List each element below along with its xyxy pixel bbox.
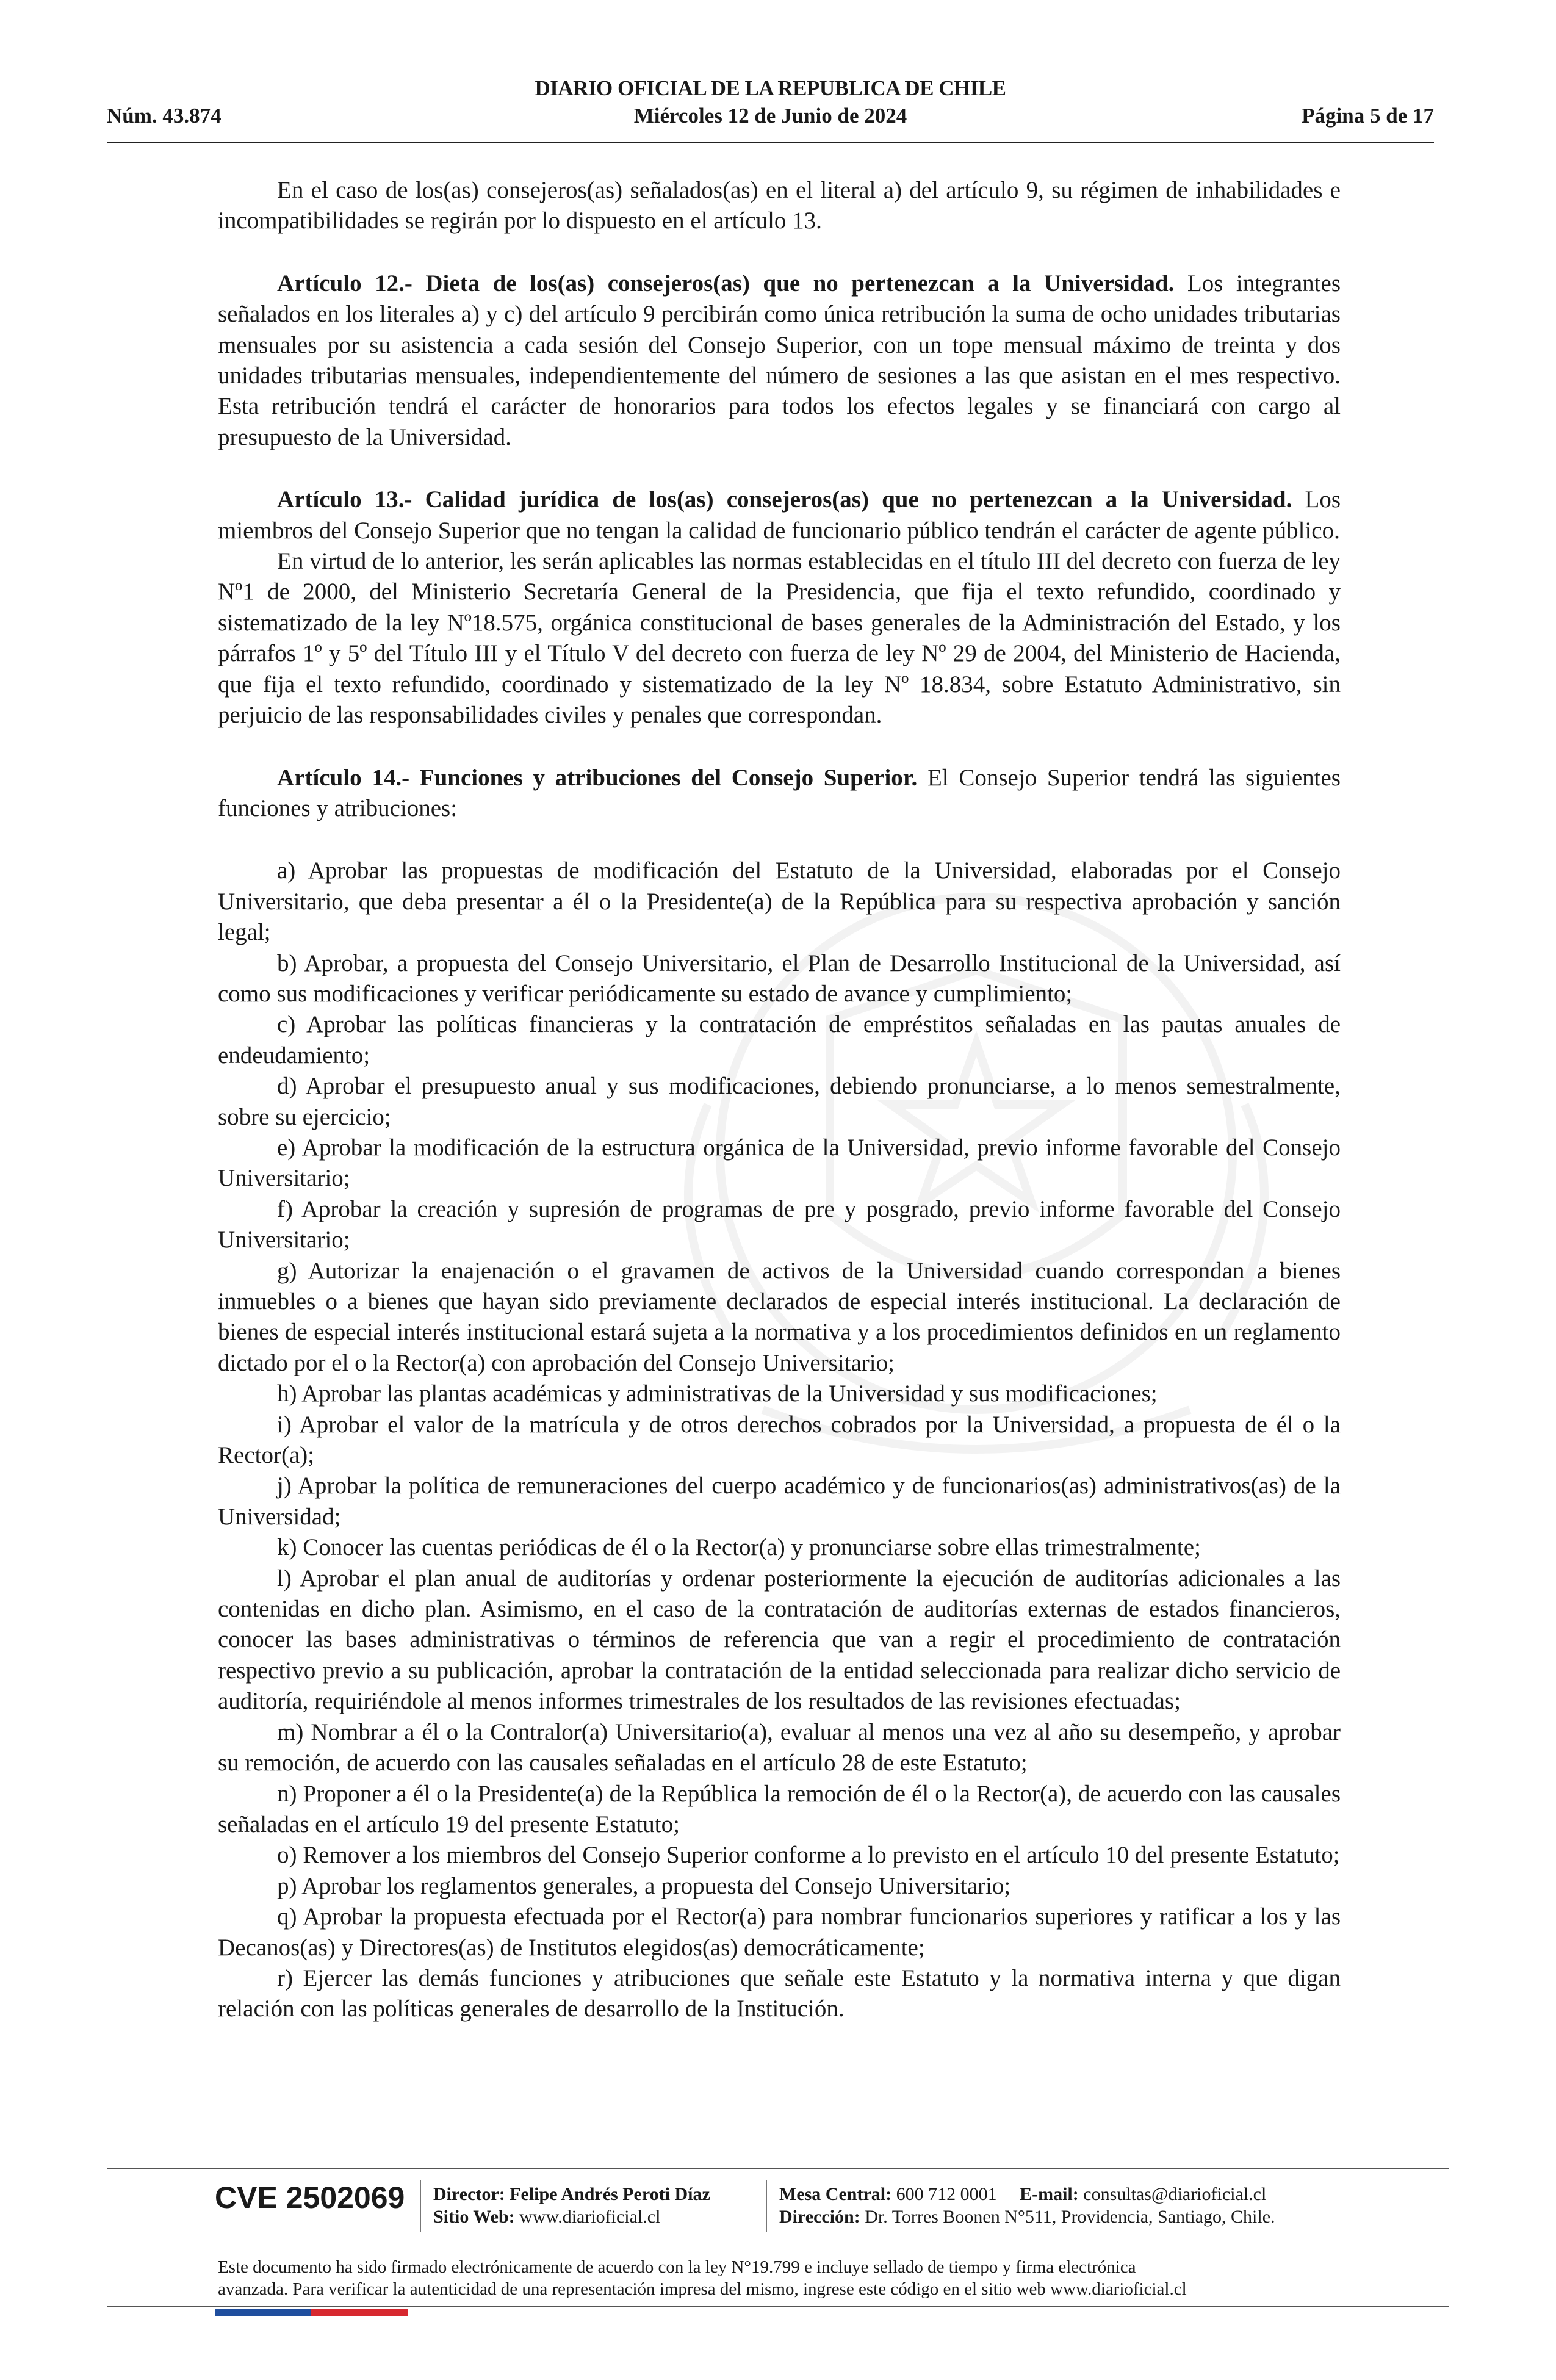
director-label: Director: (433, 2184, 505, 2204)
disclaimer-line-1: Este documento ha sido firmado electrónicamente de acuerdo con la ley N°19.799 e incluye sellado de tiempo y firma electrónica (218, 2257, 1136, 2277)
flag-bar-blue (215, 2309, 311, 2316)
phone-value: 600 712 0001 (896, 2184, 997, 2204)
disclaimer-line-2: avanzada. Para verificar la autenticidad de una representación impresa del mismo, ingrese este código en el sitio web www.diarioficial.cl (218, 2279, 1187, 2299)
list-item-e: e) Aprobar la modificación de la estructura orgánica de la Universidad, previo informe favorable del Consejo Universitario; (218, 1134, 1341, 1192)
article-12-text: Los integrantes señalados en los literales a) y c) del artículo 9 percibirán como única retribución la suma de ocho unidades tributarias mensuales por su asistencia a cada sesión del Consejo Superior, con un tope mensual máximo de treinta y dos unidades tributarias mensuales, independientemente del número de sesiones a las que asistan en el mes respectivo. Esta retribución tendrá el carácter de honorarios para todos los efectos legales y se financiará con cargo al presupuesto de la Universidad. (218, 270, 1341, 450)
list-item-f: f) Aprobar la creación y supresión de programas de pre y posgrado, previo informe favorable del Consejo Universitario; (218, 1195, 1341, 1253)
cve-code: CVE 2502069 (215, 2180, 405, 2215)
page-header (107, 76, 1434, 137)
article-12-title: Artículo 12.- Dieta de los(as) consejeros(as) que no pertenezcan a la Universidad. (277, 270, 1175, 297)
publication-date: Miércoles 12 de Junio de 2024 (633, 104, 907, 128)
article-12 (218, 269, 1341, 453)
website-link[interactable]: www.diarioficial.cl (519, 2207, 661, 2227)
list-item-a: a) Aprobar las propuestas de modificación del Estatuto de la Universidad, elaboradas por el Consejo Universitario, que deba presentar a él o la Presidente(a) de la República para su respectiva aprobación y sanción legal; (218, 857, 1341, 946)
email-label: E-mail: (1020, 2184, 1079, 2204)
list-item-j: j) Aprobar la política de remuneraciones del cuerpo académico y de funcionarios(as) administrativos(as) de la Universidad; (218, 1473, 1341, 1530)
article-14-text: El Consejo Superior tendrá las siguientes funciones y atribuciones: (218, 764, 1341, 821)
list-item-p: p) Aprobar los reglamentos generales, a propuesta del Consejo Universitario; (277, 1872, 1011, 1899)
footer-divider-top (107, 2168, 1449, 2169)
address-value: Dr. Torres Boonen N°511, Providencia, Santiago, Chile. (865, 2207, 1275, 2227)
flag-bar-red (311, 2309, 408, 2316)
list-item-d: d) Aprobar el presupuesto anual y sus modificaciones, debiendo pronunciarse, a lo menos semestralmente, sobre su ejercicio; (218, 1073, 1341, 1130)
list-item-n: n) Proponer a él o la Presidente(a) de la República la remoción de él o la Rector(a), de acuerdo con las causales señaladas en el artículo 19 del presente Estatuto; (218, 1780, 1341, 1837)
article-13 (218, 485, 1341, 546)
list-item-g: g) Autorizar la enajenación o el gravamen de activos de la Universidad cuando correspondan a bienes inmuebles o a bienes que hayan sido previamente declarados de especial interés institucional. La declaración de bienes de especial interés institucional estará sujeta a la normativa y a los procedimientos definidos en un reglamento dictado por el o la Rector(a) con aprobación del Consejo Universitario; (218, 1257, 1341, 1376)
document-body (218, 175, 1341, 2025)
list-item-k: k) Conocer las cuentas periódicas de él o la Rector(a) y pronunciarse sobre ellas trimestralmente; (277, 1534, 1201, 1561)
article-14-title: Artículo 14.- Funciones y atribuciones del Consejo Superior. (277, 764, 918, 791)
issue-number: Núm. 43.874 (107, 104, 222, 128)
footer-contact-block (779, 2183, 1275, 2228)
list-item-b: b) Aprobar, a propuesta del Consejo Universitario, el Plan de Desarrollo Institucional de la Universidad, así como sus modificaciones y verificar periódicamente su estado de avance y cumplimiento; (218, 950, 1341, 1007)
list-item-o: o) Remover a los miembros del Consejo Superior conforme a lo previsto en el artículo 10 del presente Estatuto; (277, 1842, 1340, 1869)
list-item-m: m) Nombrar a él o la Contralor(a) Universitario(a), evaluar al menos una vez al año su desempeño, y aprobar su remoción, de acuerdo con las causales señaladas en el artículo 28 de este Estatuto; (218, 1718, 1341, 1776)
header-divider (107, 142, 1434, 143)
director-name: Felipe Andrés Peroti Díaz (510, 2184, 710, 2204)
email-link[interactable]: consultas@diarioficial.cl (1083, 2184, 1267, 2204)
list-item-r: r) Ejercer las demás funciones y atribuciones que señale este Estatuto y la normativa interna y que digan relación con las políticas generales de desarrollo de la Institución. (218, 1964, 1341, 2022)
list-item-h: h) Aprobar las plantas académicas y administrativas de la Universidad y sus modificaciones; (277, 1380, 1158, 1407)
list-item-q: q) Aprobar la propuesta efectuada por el Rector(a) para nombrar funcionarios superiores y ratificar a los y las Decanos(as) y Directores(as) de Institutos elegidos(as) democráticamente; (218, 1903, 1341, 1961)
list-item-l: l) Aprobar el plan anual de auditorías y ordenar posteriormente la ejecución de auditorías adicionales a las contenidas en dicho plan. Asimismo, en el caso de la contratación de auditorías externas de estados financieros, conocer las bases administrativas o términos de referencia que van a regir el procedimiento de contratación respectivo previo a su publicación, aprobar la contratación de la entidad seleccionada para realizar dicho servicio de auditoría, requiriéndole al menos informes trimestrales de los resultados de las revisiones efectuadas; (218, 1565, 1341, 1715)
footer-divider-bottom (107, 2306, 1449, 2307)
article-13-text: Los miembros del Consejo Superior que no tengan la calidad de funcionario público tendrán el carácter de agente público. (218, 486, 1341, 544)
signature-disclaimer (218, 2256, 1365, 2300)
intro-paragraph: En el caso de los(as) consejeros(as) señalados(as) en el literal a) del artículo 9, su régimen de inhabilidades e incompatibilidades se regirán por lo dispuesto en el artículo 13. (218, 177, 1341, 234)
list-item-i: i) Aprobar el valor de la matrícula y de otros derechos cobrados por la Universidad, a propuesta de él o la Rector(a); (218, 1411, 1341, 1469)
publication-title: DIARIO OFICIAL DE LA REPUBLICA DE CHILE (535, 76, 1006, 100)
list-item-c: c) Aprobar las políticas financieras y la contratación de empréstitos señaladas en las pautas anuales de endeudamiento; (218, 1011, 1341, 1069)
article-13-title: Artículo 13.- Calidad jurídica de los(as) consejeros(as) que no pertenezcan a la Universidad. (277, 486, 1292, 513)
footer-director-block (433, 2183, 710, 2228)
article-13-paragraph-2: En virtud de lo anterior, les serán aplicables las normas establecidas en el título III del decreto con fuerza de ley Nº1 de 2000, del Ministerio Secretaría General de la Presidencia, que fija el texto refundido, coordinado y sistematizado de la ley Nº18.575, orgánica constitucional de bases generales de la Administración del Estado, y los párrafos 1º y 5º del Título III y el Título V del decreto con fuerza de ley Nº 29 de 2004, del Ministerio de Hacienda, que fija el texto refundido, coordinado y sistematizado de la ley Nº 18.834, sobre Estatuto Administrativo, sin perjuicio de las responsabilidades civiles y penales que correspondan. (218, 548, 1341, 729)
page-number: Página 5 de 17 (1302, 104, 1434, 128)
footer-separator (420, 2180, 421, 2232)
phone-label: Mesa Central: (779, 2184, 892, 2204)
article-14 (218, 763, 1341, 824)
address-label: Dirección: (779, 2207, 860, 2227)
footer-separator (766, 2180, 767, 2232)
website-label: Sitio Web: (433, 2207, 515, 2227)
